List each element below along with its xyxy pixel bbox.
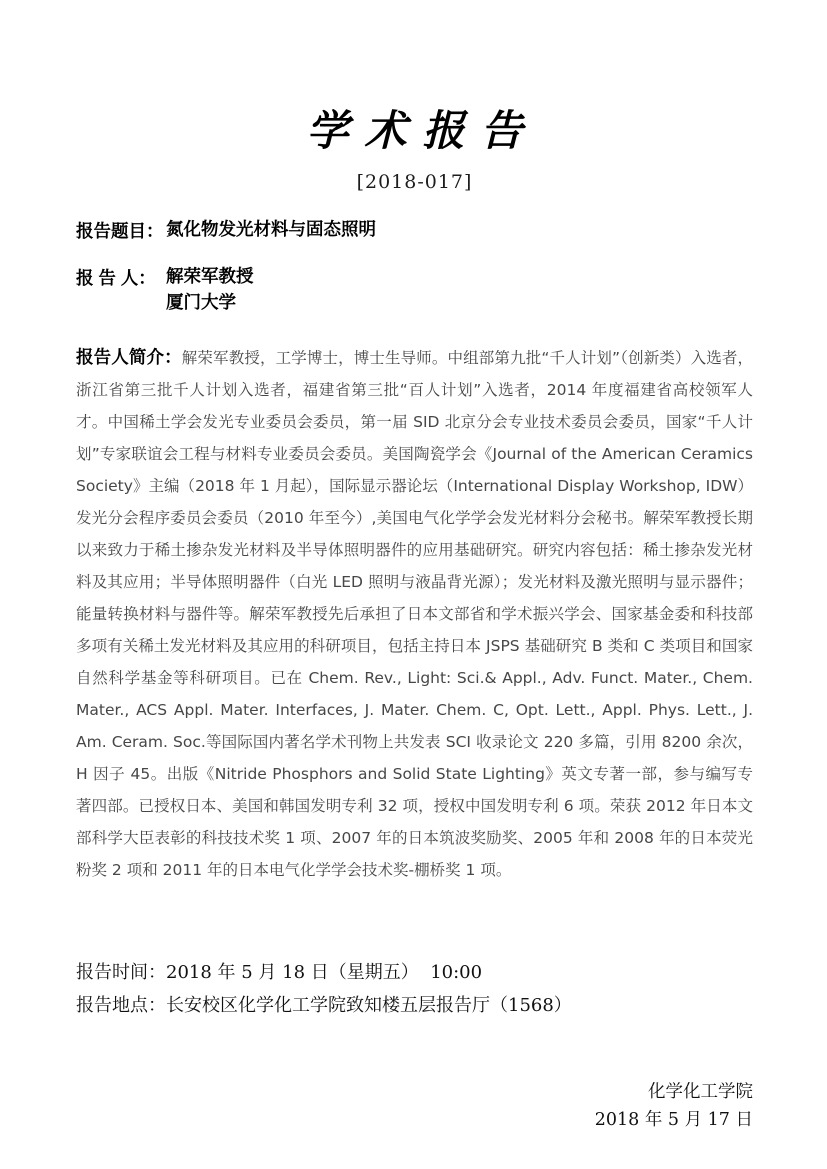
signoff-date: 2018 年 5 月 17 日 (594, 1109, 753, 1130)
report-meta (76, 218, 753, 314)
document-serial-number: [2018-017] (356, 171, 473, 193)
report-speaker-row (76, 265, 753, 314)
speaker-bio-paragraph (76, 341, 753, 886)
report-venue-value: 长安校区化学化工学院致知楼五层报告厅（1568） (166, 994, 572, 1016)
report-topic-row (76, 218, 753, 243)
speaker-bio-label: 报告人简介： (76, 346, 182, 367)
report-logistics (76, 956, 753, 1022)
speaker-bio-text: 解荣军教授，工学博士，博士生导师。中组部第九批“千人计划”（创新类）入选者，浙江省第三批千人计划入选者，福建省第三批“百人计划”入选者，2014 年度福建省高校领军人才。中国稀土学会发光专业委员会委员，第一届 SID 北京分会专业技术委员会委员，国家“千人计划”专家联谊会工程与材料专业委员会委员。美国陶瓷学会《Journal of the American Ceramics Society》主编（2018 年 1 月起），国际显示器论坛（International Display Workshop, IDW）发光分会程序委员会委员（2010 年至今）,美国电气化学学会发光材料分会秘书。解荣军教授长期以来致力于稀土掺杂发光材料及半导体照明器件的应用基础研究。研究内容包括：稀土掺杂发光材料及其应用；半导体照明器件（白光 LED 照明与液晶背光源）；发光材料及激光照明与显示器件；能量转换材料与器件等。解荣军教授先后承担了日本文部省和学术振兴学会、国家基金委和科技部多项有关稀土发光材料及其应用的科研项目，包括主持日本 JSPS 基础研究 B 类和 C 类项目和国家自然科学基金等科研项目。已在 Chem. Rev., Light: Sci.& Appl., Adv. Funct. Mater., Chem. Mater., ACS Appl. Mater. Interfaces, J. Mater. Chem. C, Opt. Lett., Appl. Phys. Lett., J. Am. Ceram. Soc.等国际国内著名学术刊物上共发表 SCI 收录论文 220 多篇，引用 8200 余次，H 因子 45。出版《Nitride Phosphors and Solid State Lighting》英文专著一部，参与编写专著四部。已授权日本、美国和韩国发明专利 32 项，授权中国发明专利 6 项。荣获 2012 年日本文部科学大臣表彰的科技技术奖 1 项、2007 年的日本筑波奖励奖、2005 年和 2008 年的日本荧光粉奖 2 项和 2011 年的日本电气化学学会技术奖-棚桥奖 1 项。 (76, 348, 753, 879)
document-title: 学术报告 (306, 106, 539, 155)
report-time-label: 报告时间： (76, 961, 166, 983)
report-time-value: 2018 年 5 月 18 日（星期五） 10:00 (166, 961, 483, 983)
signoff-block (76, 1078, 753, 1134)
report-topic-value: 氮化物发光材料与固态照明 (166, 219, 376, 239)
speaker-name: 解荣军教授 (166, 266, 254, 286)
report-venue-label: 报告地点： (76, 994, 166, 1016)
report-venue-row (76, 989, 753, 1022)
report-topic-label: 报告题目： (76, 221, 164, 241)
report-time-row (76, 956, 753, 989)
speaker-affiliation: 厦门大学 (166, 292, 236, 313)
signoff-organization: 化学化工学院 (648, 1081, 753, 1102)
report-speaker-label: 报 告 人： (76, 268, 156, 288)
document-content (0, 98, 827, 1134)
report-speaker-value (166, 265, 254, 314)
